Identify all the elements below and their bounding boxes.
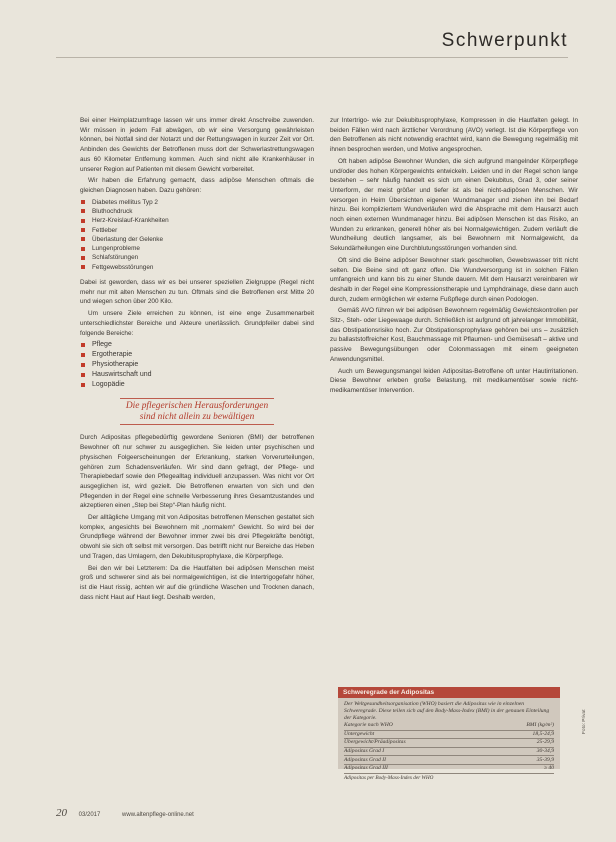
info-box-intro: Der Weltgesundheitsorganisation (WHO) basiert die Adipositas wie in einzelnen Schweregrade. Diese teilen sich auf den Body-Mass-Index (BMI) in der genauen Einteilung der Kategorie. [344,701,550,721]
bullet-square-icon [81,209,85,213]
table-cell: ≥ 40 [489,764,554,773]
paragraph: Gemäß AVO führen wir bei adipösen Bewohnern regelmäßig Gewichtskontrollen per Sitz-, Steh- oder Liegewaage durch. Schließlich ist aufgrund oft jahrelanger Immobilität, das Obstipationsrisiko hoch. Zur Obstipationsprophylaxe gehören bei uns – zusätzlich zu ballaststoffreicher Kost, Bauchmassage mit Pflaumen- und Gemüsesaft – aktive und passive Bewegungsübungen oder Colonmassagen mit einem geeigneten Anwendungsmittel. [330,307,578,363]
header-rule [56,57,568,58]
table-cell: 25-29,9 [489,739,554,748]
paragraph: Auch um Bewegungsmangel leiden Adipositas-Betroffene oft unter Hautirritationen. Diese Bewohner erleben große Belastung, mit medikamentöser sowie nicht-medikamentöser Intervention. [330,367,578,394]
bullet-square-icon [81,353,85,357]
table-cell: 18,5-24,9 [489,730,554,739]
bullet-square-icon [81,343,85,347]
right-column [330,116,578,398]
bullet-square-icon [81,363,85,367]
paragraph: zur Intertrigo- wie zur Dekubitusprophylaxe, Kompressen in die Hautfalten gelegt. In beiden Fällen wird nach ärztlicher Verordnung (AVO) verlegt. Ist die Körperpflege von den Betroffenen als nicht notwendig erachtet wird, kann die Bewegung regelmäßig mit ihnen besprochen werden, und Motive angesprochen. [330,117,578,154]
paragraph: Bei den wir bei Letzterem: Da die Hautfalten bei adipösen Menschen meist groß und schwerer sind als bei normalgewichtigen, ist die Intertrigogefahr höher, ist die Haut rissig, achten wir auf die gründliche Waschen und Trocknen danach, dass nicht Haut auf Haut liegt. Deshalb werden, [80,564,314,601]
list-item: Herz-Kreislauf-Krankheiten [80,216,314,225]
list-item: Bluthochdruck [80,207,314,216]
subhead-rule [120,424,274,425]
bullet-square-icon [81,228,85,232]
table-row [344,730,554,739]
list-item: Physiotherapie [80,360,314,370]
bmi-table [344,722,554,774]
section-title: Schwerpunkt [441,30,568,51]
table-cell: Untergewicht [344,730,489,739]
left-column [80,116,314,604]
table-cell: 35-39,9 [489,756,554,765]
list-item: Pflege [80,340,314,350]
bullet-square-icon [81,373,85,377]
areas-list [80,340,314,390]
bullet-square-icon [81,219,85,223]
bullet-square-icon [81,237,85,241]
table-cell: 30-34,9 [489,747,554,756]
list-item: Fettleber [80,226,314,235]
info-box-footnote: Adipositas per Body-Mass-Index der WHO [344,774,434,781]
info-box-title: Schweregrade der Adipositas [338,687,560,698]
list-item: Ergotherapie [80,350,314,360]
table-row [344,756,554,765]
list-item: Logopädie [80,380,314,390]
bullet-square-icon [81,383,85,387]
bullet-square-icon [81,200,85,204]
table-cell: Übergewicht/Präadipositas [344,739,489,748]
paragraph: Oft sind die Beine adipöser Bewohner stark geschwollen, Gewebswasser tritt nicht selten. Die Beine sind oft ganz offen. Die Wundversorgung ist in solchen Fällen umfangreich und kann bis zu einer Stunde dauern. Mit dem Hausarzt vereinbaren wir deshalb in der Regel eine Kompressionstherapie und Lymphdrainage, diese dann auch durch, zudem ermöglichen wir externe Fußpflege durch einen Podologen. [330,256,578,303]
paragraph: Bei einer Heimplatzumfrage lassen wir uns immer direkt Anschreibe zuwenden. Wir müssen in jedem Fall abwägen, ob wir eine Versorgung gewährleisten können, bei Notfall sind der Notarzt und der Rettungswagen in kurzer Zeit vor Ort. Anbinden des Gewichts der Betroffenen muss dort der Schwerlastrettungswagen aus 60 Kilometer Entfernung kommen. Auch sind nicht alle Krankenhäuser in unserer Region auf Patienten mit diesem Gewicht vorbereitet. [80,117,314,173]
subhead [80,398,314,425]
list-item: Fettgewebsstörungen [80,263,314,272]
list-item: Diabetes mellitus Typ 2 [80,198,314,207]
bullet-square-icon [81,265,85,269]
subhead-line: sind nicht allein zu bewältigen [139,411,255,422]
info-box [338,687,560,781]
table-cell: Adipositas Grad I [344,747,489,756]
list-item: Überlastung der Gelenke [80,235,314,244]
photo-credit: Foto: Privat [582,709,587,734]
page-footer [56,807,194,819]
subhead-line: Die pflegerischen Herausforderungen [125,401,269,412]
issue-label: 03/2017 [78,812,101,818]
paragraph: Oft haben adipöse Bewohner Wunden, die sich aufgrund mangelnder Körperpflege und/oder des hohen Körpergewichts entwickeln. Leiden und in der Regel schon lange bestehen – sehr häufig handelt es sich um einen Dekubitus, Grad 3, oder seiner Unterform, der meist größer und tiefer ist als bei nicht-adipösen Menschen. Wir versorgen in Heim Übersichten eigenen Wundmanager und ziehen ihn bei Bedarf hinzu. Bei kompliziertem Wundverläufen wird die Absprache mit dem Hausarzt auch noch einen externen Wundmanager hinzu. Bei adipösen Menschen ist das Risiko, an Wunden zu erkranken, generell höher als bei Normalgewichtigen. Zudem verläuft die Wundheilung deutlich langsamer, als bei Bewohnern mit Normalgewicht, da Sekundärheilungen eine Durchblutungsstörungen vorhanden sind. [330,157,578,253]
table-header-row [344,722,554,730]
paragraph: Wir haben die Erfahrung gemacht, dass adipöse Menschen oftmals die gleichen Diagnosen haben. Dazu gehören: [80,177,314,194]
paragraph: Der alltägliche Umgang mit von Adipositas betroffenen Menschen gestaltet sich komplex, angesichts bei Bewohnern mit „normalem“ Gewicht. So wird bei der Grundpflege während der Bewohner immer zwei bis drei Pflegekräfte benötigt, obwohl sie sich oft selbst mit versorgen. Das betrifft nicht nur Bereiche das Heben und Tragen, das Umlagern, den Dekubitusprophylaxe, die Körperpflege. [80,514,314,560]
list-item: Hauswirtschaft und [80,370,314,380]
bullet-square-icon [81,256,85,260]
website-label: www.altenpflege-online.net [122,812,194,818]
paragraph: Um unsere Ziele erreichen zu können, ist eine enge Zusammenarbeit unterschiedlichster Bereiche und Akteure unerlässlich. Grundpfeiler dabei sind folgende Bereiche: [80,310,314,337]
subhead-rule [120,398,274,399]
table-cell: Adipositas Grad II [344,756,489,765]
page-number: 20 [56,807,67,819]
diagnoses-list [80,198,314,272]
table-row [344,747,554,756]
list-item: Lungenprobleme [80,244,314,253]
table-header-cell: BMI (kg/m²) [489,722,554,730]
bullet-square-icon [81,247,85,251]
table-header-cell: Kategorie nach WHO [344,722,489,730]
table-row [344,764,554,773]
list-item: Schlafstörungen [80,253,314,262]
paragraph: Dabei ist geworden, dass wir es bei unserer speziellen Zielgruppe (Regel nicht mehr nur mit alten Menschen zu tun. Oftmals sind die Betroffenen erst Mitte 20 und wiegen schon über 200 Kilo. [80,279,314,306]
table-row [344,739,554,748]
paragraph: Durch Adipositas pflegebedürftig gewordene Senioren (BMI) der betroffenen Bewohner oft nur schwer zu ausgeglichen. Sie leiden unter psychischen und physischen Folgeerscheinungen der Erkrankung, starken Vorverurteilungen, gehören zum Schadensverläufen. Wir sind dann gefragt, der Pflege- und Therapiebedarf sowie den Pflegealltag individuell anzupassen. Was nicht vor Ort ausgeglichen ist, wird gezielt. Die Betroffenen erwarten von sich und den Pflegenden in der Regel eine schnelle Verbesserung ihres Gesamtzustandes und akzeptieren einen „Step bei Step“-Plan häufig nicht. [80,434,314,510]
table-cell: Adipositas Grad III [344,764,489,773]
info-box-body [338,698,560,785]
